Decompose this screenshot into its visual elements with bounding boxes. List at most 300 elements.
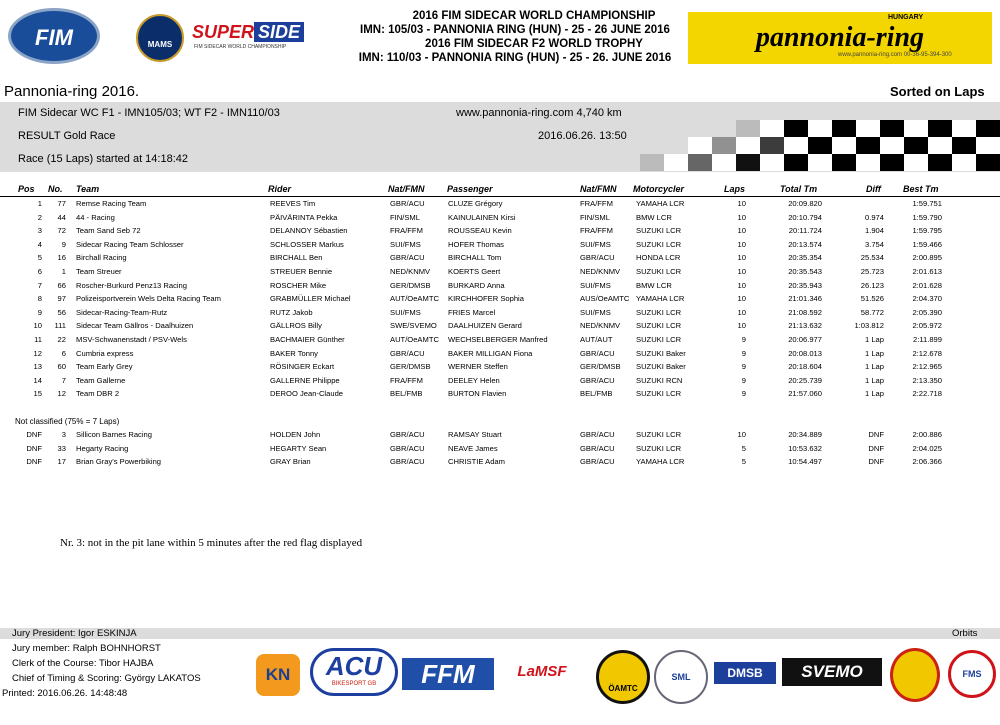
result-row xyxy=(0,387,1000,401)
cell-pos: 11 xyxy=(34,335,42,344)
cell-passenger-nat-fmn: AUS/OeAMTC xyxy=(580,294,630,304)
cell-team: Sillicon Barnes Racing xyxy=(76,430,152,439)
flag-square xyxy=(808,137,832,154)
cell-passenger-nat-fmn: GER/DMSB xyxy=(580,362,621,372)
cell-passenger-nat-fmn: GBR/ACU xyxy=(580,348,615,358)
cell-nat-fmn: NED/KNMV xyxy=(390,267,431,276)
cell-number: 111 xyxy=(54,321,66,331)
flag-square xyxy=(760,120,784,137)
page-title: Pannonia-ring 2016. xyxy=(4,83,140,100)
cell-passenger-nat-fmn: NED/KNMV xyxy=(580,321,621,331)
cell-passenger: BURTON Flavien xyxy=(448,389,507,399)
dmsb-logo: DMSB xyxy=(714,662,776,684)
cell-motorcycle: BMW LCR xyxy=(636,280,672,290)
title-line-3: 2016 FIM SIDECAR F2 WORLD TROPHY xyxy=(425,38,643,50)
flag-square xyxy=(952,137,976,154)
cell-diff: 1 Lap xyxy=(864,375,884,385)
mams-logo: MAMS xyxy=(136,14,184,62)
cell-laps: 10 xyxy=(737,239,746,249)
cell-pos: DNF xyxy=(26,443,42,453)
flag-square xyxy=(976,137,1000,154)
cell-number: 9 xyxy=(61,239,66,249)
cell-motorcycle: YAMAHA LCR xyxy=(636,457,685,467)
cell-pos: 13 xyxy=(33,362,42,372)
cell-pos: 14 xyxy=(33,375,42,385)
column-header-passenger-nat-fmn: Nat/FMN xyxy=(580,184,617,194)
cell-rider: STREUER Bennie xyxy=(270,267,333,276)
result-row xyxy=(0,224,1000,238)
cell-motorcycle: HONDA LCR xyxy=(636,253,681,263)
cell-team: Sidecar Racing Team Schlosser xyxy=(76,239,184,249)
flag-square xyxy=(736,154,760,171)
flag-square xyxy=(880,137,904,154)
cell-total-time: 20:09.820 xyxy=(788,199,822,208)
clerk-of-course: Clerk of the Course: Tibor HAJBA xyxy=(12,658,154,669)
flag-square xyxy=(856,137,880,154)
cell-nat-fmn: FRA/FFM xyxy=(390,226,423,236)
cell-rider: BIRCHALL Ben xyxy=(270,253,323,263)
cell-team: Sidecar Team Gällros - Daalhuizen xyxy=(76,321,194,331)
result-row xyxy=(0,211,1000,225)
flag-square xyxy=(976,120,1000,137)
kn-logo: KN xyxy=(256,654,300,696)
result-row xyxy=(0,374,1000,388)
cell-nat-fmn: SWE/SVEMO xyxy=(390,321,437,331)
title-line-1: 2016 FIM SIDECAR WORLD CHAMPIONSHIP xyxy=(412,10,656,22)
cell-rider: PÄIVÄRINTA Pekka xyxy=(270,212,338,222)
flag-square xyxy=(760,154,784,171)
cell-passenger-nat-fmn: GBR/ACU xyxy=(580,375,615,385)
flag-square xyxy=(784,137,808,154)
cell-nat-fmn: GBR/ACU xyxy=(390,253,425,263)
cell-laps: 9 xyxy=(741,375,746,385)
flag-square xyxy=(712,137,736,154)
flag-square xyxy=(736,137,760,154)
flag-square xyxy=(664,154,688,171)
cell-total-time: 10:53.632 xyxy=(788,443,822,453)
cell-pos: 1 xyxy=(37,199,42,208)
cell-best-time: 2:06.366 xyxy=(912,457,942,467)
cell-rider: REEVES Tim xyxy=(270,199,316,208)
cell-nat-fmn: SUI/FMS xyxy=(390,307,421,317)
cell-rider: DELANNOY Sébastien xyxy=(270,226,348,236)
flag-square xyxy=(856,154,880,171)
svemo-logo: SVEMO xyxy=(782,658,882,686)
cell-number: 33 xyxy=(57,443,66,453)
cell-team: Team Early Grey xyxy=(76,362,133,372)
cell-motorcycle: SUZUKI LCR xyxy=(636,443,682,453)
cell-passenger: ROUSSEAU Kevin xyxy=(448,226,512,236)
cell-pos: 9 xyxy=(37,307,42,317)
cell-total-time: 20:13.574 xyxy=(788,239,822,249)
column-header-nat-fmn: Nat/FMN xyxy=(388,184,425,194)
cell-pos: 10 xyxy=(33,321,42,331)
cell-motorcycle: SUZUKI RCN xyxy=(636,375,683,385)
cell-rider: GALLERNE Philippe xyxy=(270,375,340,385)
cell-laps: 10 xyxy=(737,321,746,331)
chief-timing: Chief of Timing & Scoring: György LAKATOS xyxy=(12,673,201,684)
cell-total-time: 21:13.632 xyxy=(788,321,822,331)
cell-laps: 10 xyxy=(737,212,746,222)
flag-square xyxy=(904,137,928,154)
cell-passenger: DAALHUIZEN Gerard xyxy=(448,321,522,331)
flag-square xyxy=(928,154,952,171)
cell-motorcycle: BMW LCR xyxy=(636,212,672,222)
cell-laps: 10 xyxy=(737,294,746,304)
checkered-flag xyxy=(640,120,1000,172)
superside-logo: SUPER SIDE FIM SIDECAR WORLD CHAMPIONSHIP xyxy=(192,22,342,44)
sml-logo: SML xyxy=(654,650,708,704)
cell-diff: 1:03.812 xyxy=(854,321,884,331)
cell-rider: SCHLOSSER Markus xyxy=(270,239,344,249)
cell-best-time: 2:01.613 xyxy=(912,267,942,276)
column-header-passenger: Passenger xyxy=(447,184,493,194)
cell-passenger-nat-fmn: SUI/FMS xyxy=(580,239,611,249)
cell-passenger-nat-fmn: SUI/FMS xyxy=(580,307,611,317)
cell-nat-fmn: FIN/SML xyxy=(390,212,420,222)
cell-total-time: 20:34.889 xyxy=(788,430,822,439)
column-header-pos: Pos xyxy=(18,184,35,194)
cell-number: 17 xyxy=(57,457,66,467)
cell-rider: BAKER Tonny xyxy=(270,348,318,358)
cell-total-time: 20:35.943 xyxy=(788,280,822,290)
cell-diff: 1.904 xyxy=(864,226,884,236)
cell-diff: 26.123 xyxy=(860,280,884,290)
cell-passenger-nat-fmn: FRA/FFM xyxy=(580,226,613,236)
cell-passenger-nat-fmn: GBR/ACU xyxy=(580,430,615,439)
flag-square xyxy=(784,154,808,171)
column-header-best-time: Best Tm xyxy=(903,184,939,194)
cell-passenger: FRIES Marcel xyxy=(448,307,496,317)
race-info-band xyxy=(0,102,1000,172)
cell-diff: DNF xyxy=(868,430,884,439)
cell-passenger-nat-fmn: NED/KNMV xyxy=(580,267,621,276)
flag-square xyxy=(832,120,856,137)
cell-passenger-nat-fmn: GBR/ACU xyxy=(580,457,615,467)
flag-square xyxy=(808,120,832,137)
column-header-rider: Rider xyxy=(268,184,292,194)
cell-passenger: WERNER Steffen xyxy=(448,362,508,372)
cell-number: 6 xyxy=(61,348,66,358)
cell-nat-fmn: BEL/FMB xyxy=(390,389,423,399)
cell-best-time: 2:12.678 xyxy=(912,348,942,358)
cell-total-time: 21:01.346 xyxy=(788,294,822,304)
cell-diff: DNF xyxy=(868,443,884,453)
cell-rider: HEGARTY Sean xyxy=(270,443,327,453)
cell-total-time: 20:11.724 xyxy=(788,226,822,236)
result-row xyxy=(0,279,1000,293)
event-name: FIM Sidecar WC F1 - IMN105/03; WT F2 - IMN110/03 xyxy=(18,107,280,119)
cell-best-time: 2:01.628 xyxy=(912,280,942,290)
cell-passenger: WECHSELBERGER Manfred xyxy=(448,335,548,344)
dnf-row xyxy=(0,428,1000,442)
flag-square xyxy=(952,120,976,137)
cell-passenger: BURKARD Anna xyxy=(448,280,505,290)
flag-square xyxy=(688,154,712,171)
cell-number: 1 xyxy=(61,267,66,276)
cell-passenger-nat-fmn: AUT/AUT xyxy=(580,335,613,344)
cell-rider: GÄLLROS Billy xyxy=(270,321,322,331)
flag-square xyxy=(736,120,760,137)
flag-square xyxy=(904,120,928,137)
cell-team: Roscher-Burkurd Penz13 Racing xyxy=(76,280,188,290)
result-row xyxy=(0,251,1000,265)
cell-diff: 3.754 xyxy=(864,239,884,249)
cell-total-time: 20:35.354 xyxy=(788,253,822,263)
acu-logo: ACU BIKESPORT GB xyxy=(310,648,398,696)
cell-passenger-nat-fmn: SUI/FMS xyxy=(580,280,611,290)
cell-team: Team Gallerne xyxy=(76,375,126,385)
jury-president: Jury President: Igor ESKINJA xyxy=(12,628,137,639)
dnf-row xyxy=(0,442,1000,456)
cell-pos: 8 xyxy=(37,294,42,304)
cell-pos: 15 xyxy=(33,389,42,399)
flag-square xyxy=(976,154,1000,171)
cell-laps: 10 xyxy=(737,267,746,276)
cell-motorcycle: YAMAHA LCR xyxy=(636,199,685,208)
result-row xyxy=(0,360,1000,374)
cell-passenger-nat-fmn: GBR/ACU xyxy=(580,443,615,453)
cell-pos: DNF xyxy=(26,430,42,439)
cell-number: 97 xyxy=(57,294,66,304)
cell-nat-fmn: GBR/ACU xyxy=(390,443,425,453)
cell-number: 44 xyxy=(57,212,66,222)
flag-square xyxy=(688,137,712,154)
cell-best-time: 2:05.972 xyxy=(912,321,942,331)
cell-number: 60 xyxy=(57,362,66,372)
cell-pos: 2 xyxy=(37,212,42,222)
oamtc-logo: ÖAMTC xyxy=(596,650,650,704)
cell-passenger-nat-fmn: FRA/FFM xyxy=(580,199,613,208)
cell-number: 72 xyxy=(57,226,66,236)
flag-square xyxy=(712,154,736,171)
result-row xyxy=(0,306,1000,320)
cell-team: Team DBR 2 xyxy=(76,389,120,399)
cell-total-time: 20:08.013 xyxy=(788,348,822,358)
flag-square xyxy=(928,137,952,154)
cell-team: Remse Racing Team xyxy=(76,199,147,208)
cell-passenger: DEELEY Helen xyxy=(448,375,500,385)
cell-rider: RÖSINGER Eckart xyxy=(270,362,335,372)
cell-nat-fmn: AUT/OeAMTC xyxy=(390,335,439,344)
cell-number: 7 xyxy=(61,375,66,385)
column-header-total-time: Total Tm xyxy=(780,184,818,194)
cell-passenger-nat-fmn: BEL/FMB xyxy=(580,389,613,399)
cell-laps: 10 xyxy=(737,430,746,439)
cell-passenger: KOERTS Geert xyxy=(448,267,501,276)
fim-logo: FIM xyxy=(8,8,100,64)
column-header-motorcycle: Motorcycler xyxy=(633,184,685,194)
cell-nat-fmn: GBR/ACU xyxy=(390,457,425,467)
cell-total-time: 21:08.592 xyxy=(788,307,822,317)
cell-laps: 5 xyxy=(741,443,746,453)
cell-total-time: 20:18.604 xyxy=(788,362,822,372)
pannonia-ring-logo: HUNGARY pannonia-ring www.pannonia-ring.com 00-36-95-394-300 xyxy=(688,12,992,64)
column-header-diff: Diff xyxy=(866,184,881,194)
cell-best-time: 2:00.886 xyxy=(912,430,942,439)
orbits-label: Orbits xyxy=(952,628,978,639)
jury-member: Jury member: Ralph BOHNHORST xyxy=(12,643,161,654)
cell-team: Brian Gray's Powerbiking xyxy=(76,457,162,467)
cell-best-time: 1:59.751 xyxy=(912,199,942,208)
cell-passenger: HOFER Thomas xyxy=(448,239,504,249)
cell-rider: HOLDEN John xyxy=(270,430,321,439)
footer-band xyxy=(0,628,1000,639)
cell-laps: 9 xyxy=(741,362,746,372)
cell-rider: DEROO Jean-Claude xyxy=(270,389,344,399)
result-row xyxy=(0,333,1000,347)
cell-best-time: 1:59.790 xyxy=(912,212,942,222)
fms-logo: FMS xyxy=(948,650,996,698)
race-note: Nr. 3: not in the pit lane within 5 minutes after the red flag displayed xyxy=(60,537,363,549)
flag-square xyxy=(832,154,856,171)
cell-diff: 1 Lap xyxy=(864,389,884,399)
cell-passenger: CHRISTIE Adam xyxy=(448,457,505,467)
result-title: RESULT Gold Race xyxy=(18,130,116,142)
cell-diff: 1 Lap xyxy=(864,348,884,358)
cell-nat-fmn: GBR/ACU xyxy=(390,199,425,208)
cell-nat-fmn: GBR/ACU xyxy=(390,430,425,439)
flag-square xyxy=(880,120,904,137)
cell-diff: 0.974 xyxy=(864,212,884,222)
cell-laps: 5 xyxy=(741,457,746,467)
ffm-logo: FFM xyxy=(402,658,494,690)
crest-logo xyxy=(890,648,940,702)
cell-nat-fmn: SUI/FMS xyxy=(390,239,421,249)
circuit-info: www.pannonia-ring.com 4,740 km xyxy=(456,107,622,119)
cell-passenger: NEAVE James xyxy=(448,443,498,453)
flag-square xyxy=(880,154,904,171)
result-row xyxy=(0,347,1000,361)
cell-pos: 5 xyxy=(37,253,42,263)
cell-best-time: 2:13.350 xyxy=(912,375,942,385)
cell-motorcycle: SUZUKI LCR xyxy=(636,335,682,344)
cell-motorcycle: SUZUKI LCR xyxy=(636,430,682,439)
cell-number: 3 xyxy=(61,430,66,439)
cell-passenger: BIRCHALL Tom xyxy=(448,253,502,263)
cell-diff: 25.723 xyxy=(860,267,884,276)
column-header-team: Team xyxy=(76,184,100,194)
cell-rider: GRABMÜLLER Michael xyxy=(270,294,351,304)
sort-label: Sorted on Laps xyxy=(890,84,985,99)
cell-team: Cumbria express xyxy=(76,348,134,358)
cell-motorcycle: SUZUKI LCR xyxy=(636,307,682,317)
cell-diff: 58.772 xyxy=(860,307,884,317)
cell-diff: 51.526 xyxy=(860,294,884,304)
cell-motorcycle: YAMAHA LCR xyxy=(636,294,685,304)
cell-passenger: BAKER MILLIGAN Fiona xyxy=(448,348,533,358)
cell-best-time: 1:59.795 xyxy=(912,226,942,236)
title-line-2: IMN: 105/03 - PANNONIA RING (HUN) - 25 - 26 JUNE 2016 xyxy=(360,24,670,36)
cell-best-time: 2:04.025 xyxy=(912,443,942,453)
result-datetime: 2016.06.26. 13:50 xyxy=(538,130,627,142)
cell-team: Team Sand Seb 72 xyxy=(76,226,141,236)
cell-best-time: 2:00.895 xyxy=(912,253,942,263)
cell-laps: 10 xyxy=(737,199,746,208)
cell-nat-fmn: FRA/FFM xyxy=(390,375,423,385)
cell-number: 66 xyxy=(57,280,66,290)
cell-total-time: 20:06.977 xyxy=(788,335,822,344)
cell-rider: RUTZ Jakob xyxy=(270,307,313,317)
cell-best-time: 2:12.965 xyxy=(912,362,942,372)
cell-laps: 9 xyxy=(741,335,746,344)
cell-total-time: 20:10.794 xyxy=(788,212,822,222)
column-header-laps: Laps xyxy=(724,184,746,194)
cell-diff: 1 Lap xyxy=(864,362,884,372)
flag-square xyxy=(640,154,664,171)
cell-laps: 9 xyxy=(741,348,746,358)
result-row xyxy=(0,238,1000,252)
cell-motorcycle: SUZUKI LCR xyxy=(636,239,682,249)
cell-nat-fmn: GER/DMSB xyxy=(390,362,431,372)
printed-time: Printed: 2016.06.26. 14:48:48 xyxy=(2,688,128,699)
cell-laps: 10 xyxy=(737,253,746,263)
cell-best-time: 2:05.390 xyxy=(912,307,942,317)
race-start: Race (15 Laps) started at 14:18:42 xyxy=(18,153,188,165)
cell-total-time: 20:35.543 xyxy=(788,267,822,276)
cell-team: Hegarty Racing xyxy=(76,443,129,453)
cell-nat-fmn: AUT/OeAMTC xyxy=(390,294,439,304)
cell-diff: DNF xyxy=(868,457,884,467)
flag-square xyxy=(760,137,784,154)
cell-team: Team Streuer xyxy=(76,267,122,276)
cell-team: MSV-Schwanenstadt / PSV-Wels xyxy=(76,335,187,344)
title-line-4: IMN: 110/03 - PANNONIA RING (HUN) - 25 - 26. JUNE 2016 xyxy=(358,52,672,64)
not-classified-label: Not classified (75% = 7 Laps) xyxy=(15,417,120,426)
cell-passenger: KIRCHHOFER Sophia xyxy=(448,294,524,304)
cell-diff: 1 Lap xyxy=(864,335,884,344)
cell-nat-fmn: GBR/ACU xyxy=(390,348,425,358)
cell-passenger-nat-fmn: FIN/SML xyxy=(580,212,610,222)
cell-number: 77 xyxy=(57,199,66,208)
cell-rider: ROSCHER Mike xyxy=(270,280,327,290)
cell-nat-fmn: GER/DMSB xyxy=(390,280,431,290)
flag-square xyxy=(904,154,928,171)
cell-passenger: KAINULAINEN Kirsi xyxy=(448,212,516,222)
cell-total-time: 21:57.060 xyxy=(788,389,822,399)
cell-team: 44 - Racing xyxy=(76,212,115,222)
cell-diff: 25.534 xyxy=(860,253,884,263)
cell-laps: 10 xyxy=(737,307,746,317)
flag-square xyxy=(952,154,976,171)
cell-motorcycle: SUZUKI Baker xyxy=(636,348,686,358)
cell-best-time: 2:04.370 xyxy=(912,294,942,304)
cell-motorcycle: SUZUKI LCR xyxy=(636,321,682,331)
cell-passenger: RAMSAY Stuart xyxy=(448,430,502,439)
cell-passenger-nat-fmn: GBR/ACU xyxy=(580,253,615,263)
cell-team: Polizeisportverein Wels Delta Racing Team xyxy=(76,294,221,304)
cell-pos: 4 xyxy=(37,239,42,249)
cell-laps: 9 xyxy=(741,389,746,399)
result-row xyxy=(0,292,1000,306)
cell-team: Sidecar-Racing-Team-Rutz xyxy=(76,307,168,317)
cell-laps: 10 xyxy=(737,226,746,236)
cell-motorcycle: SUZUKI LCR xyxy=(636,226,682,236)
cell-number: 22 xyxy=(57,335,66,344)
cell-pos: 12 xyxy=(33,348,42,358)
cell-rider: GRAY Brian xyxy=(270,457,311,467)
cell-pos: 3 xyxy=(37,226,42,236)
cell-team: Birchall Racing xyxy=(76,253,127,263)
cell-pos: 6 xyxy=(37,267,42,276)
dnf-row xyxy=(0,455,1000,469)
cell-total-time: 20:25.739 xyxy=(788,375,822,385)
cell-motorcycle: SUZUKI LCR xyxy=(636,389,682,399)
cell-best-time: 2:22.718 xyxy=(912,389,942,399)
cell-best-time: 2:11.899 xyxy=(913,335,942,344)
cell-laps: 10 xyxy=(737,280,746,290)
flag-square xyxy=(808,154,832,171)
